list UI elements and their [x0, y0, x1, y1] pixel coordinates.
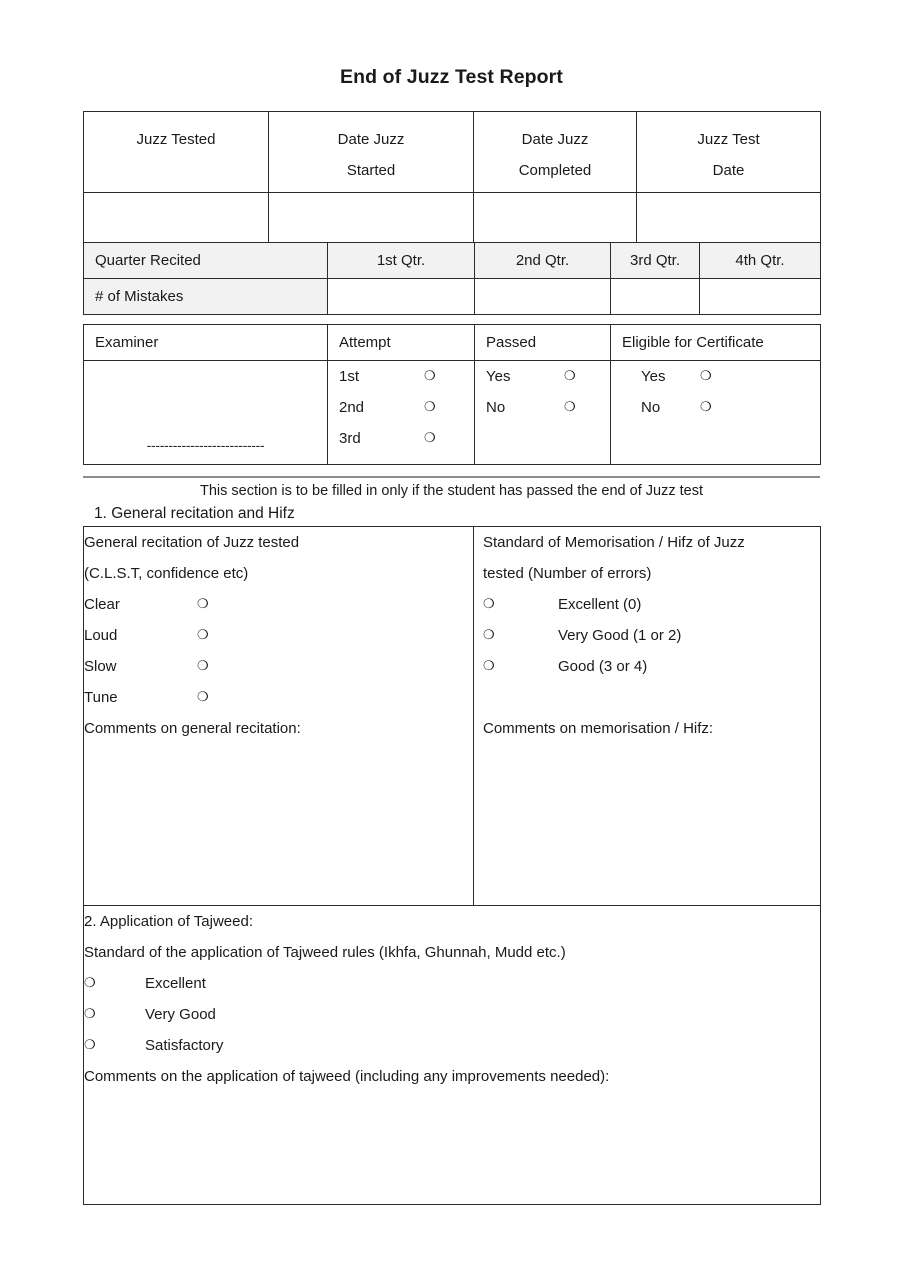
tajweed-comments-area[interactable] [84, 1092, 820, 1202]
table-row [84, 361, 821, 465]
option-label: Satisfactory [145, 1037, 224, 1054]
input-cell-mistakes-qtr-2[interactable] [475, 279, 611, 315]
section-2-heading: 2. Application of Tajweed: [84, 913, 254, 930]
radio-circle-icon[interactable]: ❍ [700, 369, 712, 384]
attempt-option-3rd[interactable] [328, 423, 474, 454]
recitation-option-slow[interactable] [84, 651, 473, 682]
row-label-quarter-recited: Quarter Recited [84, 243, 328, 279]
passed-options-cell [475, 361, 611, 465]
option-label: Good (3 or 4) [558, 658, 648, 675]
option-label: 2nd [339, 399, 365, 416]
attempt-option-2nd[interactable] [328, 392, 474, 423]
certificate-options-cell [611, 361, 821, 465]
radio-circle-icon[interactable]: ❍ [564, 369, 576, 384]
examiner-signature-cell[interactable] [84, 361, 328, 465]
input-cell-date-started[interactable] [269, 193, 474, 245]
input-cell-mistakes-qtr-4[interactable] [700, 279, 821, 315]
horizontal-divider [83, 476, 820, 478]
header-cell-eligible-certificate: Eligible for Certificate [611, 325, 821, 361]
juzz-info-table [83, 111, 821, 245]
input-cell-mistakes-qtr-1[interactable] [328, 279, 475, 315]
hifz-comments-label: Comments on memorisation / Hifz: [483, 720, 714, 737]
table-row [84, 112, 821, 193]
option-label: Yes [486, 368, 511, 385]
tajweed-option-excellent[interactable] [84, 968, 820, 999]
recitation-option-tune[interactable] [84, 682, 473, 713]
option-label: Slow [84, 658, 117, 675]
hifz-option-very-good[interactable] [483, 620, 820, 651]
header-line-1: Juzz Test [697, 131, 760, 148]
input-cell-date-completed[interactable] [474, 193, 637, 245]
section-note: This section is to be filled in only if the student has passed the end of Juzz test [200, 483, 703, 499]
option-label: Tune [84, 689, 118, 706]
radio-circle-icon[interactable]: ❍ [84, 1038, 96, 1053]
input-cell-juzz-tested[interactable] [84, 193, 269, 245]
table-row [84, 325, 821, 361]
header-cell-examiner: Examiner [84, 325, 328, 361]
option-label: 3rd [339, 430, 361, 447]
recitation-title-line-1: General recitation of Juzz tested [84, 534, 300, 551]
attempt-option-1st[interactable] [328, 361, 474, 392]
hifz-title-line-1: Standard of Memorisation / Hifz of Juzz [483, 534, 745, 551]
option-label: Excellent (0) [558, 596, 642, 613]
tajweed-comments-label: Comments on the application of tajweed (including any improvements needed): [84, 1068, 610, 1085]
certificate-option-no[interactable] [611, 392, 820, 423]
header-line-2: Completed [518, 162, 592, 179]
option-label: No [641, 399, 661, 416]
tajweed-option-satisfactory[interactable] [84, 1030, 820, 1061]
certificate-option-yes[interactable] [611, 361, 820, 392]
recitation-comments-area[interactable] [84, 744, 473, 894]
radio-circle-icon[interactable]: ❍ [700, 400, 712, 415]
recitation-title-line-2: (C.L.S.T, confidence etc) [84, 565, 249, 582]
header-cell-date-started [269, 112, 474, 193]
table-row [84, 193, 821, 245]
radio-circle-icon[interactable]: ❍ [197, 659, 209, 674]
radio-circle-icon[interactable]: ❍ [197, 628, 209, 643]
radio-circle-icon[interactable]: ❍ [84, 1007, 96, 1022]
tajweed-option-very-good[interactable] [84, 999, 820, 1030]
option-label: Very Good [145, 1006, 216, 1023]
table-row [84, 243, 821, 279]
header-line-1: Juzz Tested [136, 131, 216, 148]
row-label-mistakes: # of Mistakes [84, 279, 328, 315]
recitation-comments-label: Comments on general recitation: [84, 720, 301, 737]
input-cell-test-date[interactable] [637, 193, 821, 245]
header-cell-qtr-2: 2nd Qtr. [475, 243, 611, 279]
option-label: Excellent [145, 975, 206, 992]
header-cell-date-completed [474, 112, 637, 193]
passed-option-no[interactable] [475, 392, 610, 423]
examiner-table [83, 324, 821, 465]
header-cell-qtr-3: 3rd Qtr. [611, 243, 700, 279]
header-cell-qtr-1: 1st Qtr. [328, 243, 475, 279]
option-label: Loud [84, 627, 118, 644]
hifz-comments-area[interactable] [483, 744, 820, 894]
header-line-2: Date [712, 162, 745, 179]
header-line-1: Date Juzz [337, 131, 405, 148]
header-cell-juzz-tested [84, 112, 269, 193]
radio-circle-icon[interactable]: ❍ [424, 431, 436, 446]
hifz-option-excellent[interactable] [483, 589, 820, 620]
general-recitation-cell [84, 527, 474, 906]
recitation-option-clear[interactable] [84, 589, 473, 620]
signature-line: --------------------------- [146, 437, 265, 453]
quarter-mistakes-table [83, 242, 821, 315]
hifz-title-line-2: tested (Number of errors) [483, 565, 652, 582]
radio-circle-icon[interactable]: ❍ [483, 659, 495, 674]
input-cell-mistakes-qtr-3[interactable] [611, 279, 700, 315]
radio-circle-icon[interactable]: ❍ [424, 369, 436, 384]
option-label: Clear [84, 596, 120, 613]
radio-circle-icon[interactable]: ❍ [483, 628, 495, 643]
radio-circle-icon[interactable]: ❍ [197, 690, 209, 705]
tajweed-subtitle: Standard of the application of Tajweed rules (Ikhfa, Ghunnah, Mudd etc.) [84, 944, 566, 961]
table-row [84, 279, 821, 315]
radio-circle-icon[interactable]: ❍ [197, 597, 209, 612]
recitation-option-loud[interactable] [84, 620, 473, 651]
attempt-options-cell [328, 361, 475, 465]
hifz-option-good[interactable] [483, 651, 820, 682]
page-title: End of Juzz Test Report [340, 66, 563, 88]
option-label: Yes [641, 368, 666, 385]
option-label: No [486, 399, 506, 416]
sections-table [83, 526, 821, 1205]
table-row [84, 906, 821, 1205]
passed-option-yes[interactable] [475, 361, 610, 392]
radio-circle-icon[interactable]: ❍ [424, 400, 436, 415]
memorisation-cell [474, 527, 821, 906]
header-line-1: Date Juzz [521, 131, 589, 148]
header-cell-qtr-4: 4th Qtr. [700, 243, 821, 279]
radio-circle-icon[interactable]: ❍ [564, 400, 576, 415]
radio-circle-icon[interactable]: ❍ [84, 976, 96, 991]
option-label: 1st [339, 368, 360, 385]
tajweed-cell [84, 906, 821, 1205]
header-cell-passed: Passed [475, 325, 611, 361]
option-label: Very Good (1 or 2) [558, 627, 682, 644]
section-1-heading: 1. General recitation and Hifz [94, 505, 295, 522]
spacer [483, 682, 820, 713]
header-cell-test-date [637, 112, 821, 193]
header-line-2: Started [346, 162, 396, 179]
radio-circle-icon[interactable]: ❍ [483, 597, 495, 612]
header-cell-attempt: Attempt [328, 325, 475, 361]
table-row [84, 527, 821, 906]
